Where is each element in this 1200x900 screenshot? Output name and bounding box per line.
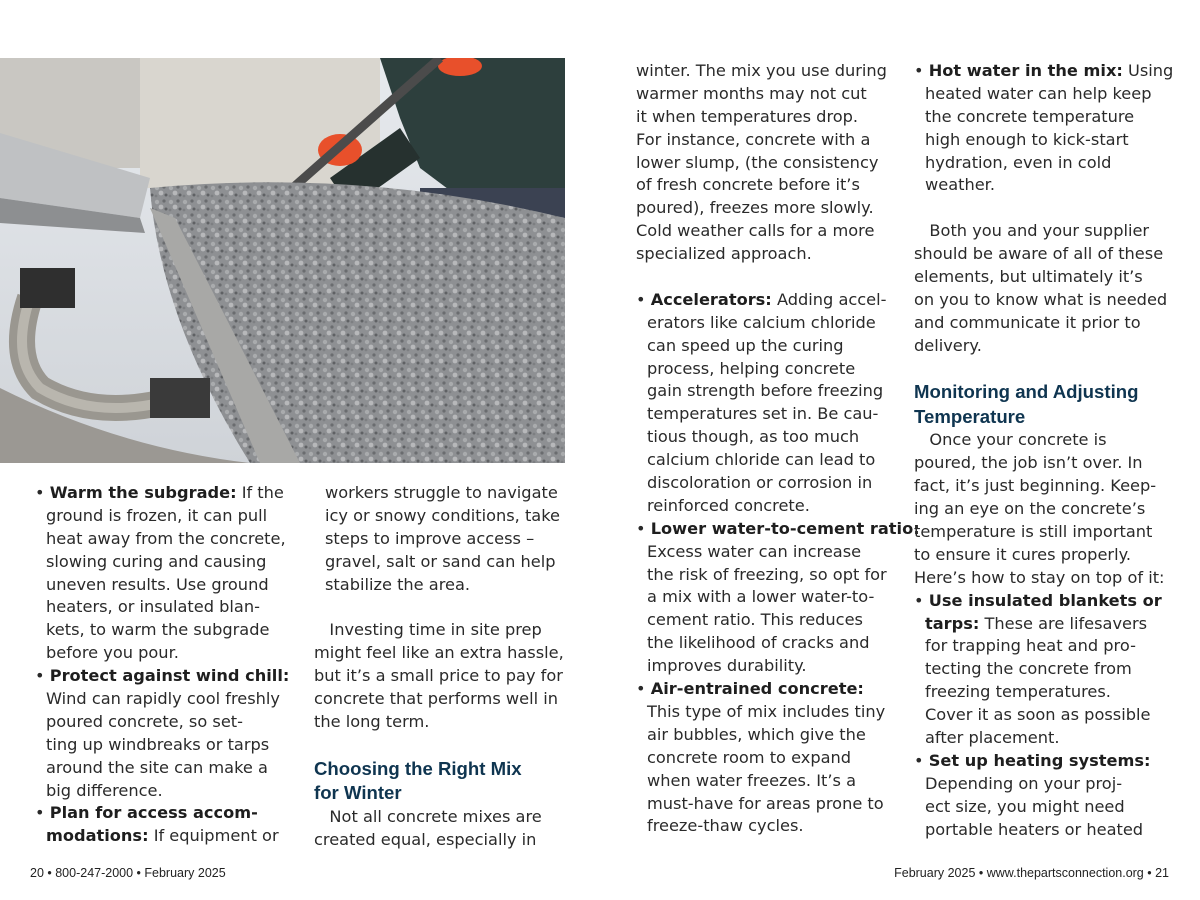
body-line: ing an eye on the concrete’s [914, 499, 1146, 519]
bullet-continuation-line [35, 825, 289, 848]
bullet-continuation-line: process, helping concrete [647, 358, 856, 378]
body-line: might feel like an extra hassle, [314, 643, 564, 663]
section-heading: Monitoring and Adjusting [914, 381, 1139, 403]
bullet-continuation-line: This type of mix includes tiny [647, 701, 886, 721]
bullet-lead: tarps: [925, 613, 980, 633]
bullet-dot-icon: • [636, 518, 651, 538]
column-2 [314, 482, 564, 851]
bullet-continuation-line: slowing curing and causing [46, 551, 267, 571]
bullet-continuation-line: heat away from the concrete, [46, 528, 286, 548]
bullet-continuation-line: tecting the concrete from [925, 659, 1132, 679]
bullet-continuation-line: portable heaters or heated [925, 819, 1144, 839]
bullet-lead: Air-entrained concrete: [650, 679, 864, 699]
body-line: elements, but ultimately it’s [914, 267, 1143, 287]
paragraph-gap [914, 197, 1173, 220]
bullet-lead: Use insulated blankets or [928, 590, 1162, 610]
bullet-text: These are lifesavers [979, 613, 1148, 633]
footer-right: February 2025 • www.thepartsconnection.org • 21 [894, 866, 1169, 880]
bullet-continuation-line: improves durability. [647, 656, 807, 676]
bullet-continuation-line: calcium chloride can lead to [647, 450, 876, 470]
bullet-continuation-line: gain strength before freezing [647, 381, 884, 401]
paragraph-gap [636, 266, 920, 289]
body-line: the long term. [314, 711, 430, 731]
bullet-dot-icon: • [35, 483, 50, 502]
body-line: Not all concrete mixes are [314, 806, 542, 826]
body-line: For instance, concrete with a [636, 129, 871, 149]
bullet-continuation-line: weather. [925, 175, 995, 195]
body-line: Here’s how to stay on top of it: [914, 567, 1165, 587]
bullet-item-line [914, 60, 1173, 83]
body-line: created equal, especially in [314, 829, 537, 849]
body-line: poured, the job isn’t over. In [914, 453, 1143, 473]
bullet-continuation-line: concrete room to expand [647, 747, 852, 767]
bullet-continuation-line: ect size, you might need [925, 796, 1125, 816]
bullet-continuation-line: discoloration or corrosion in [647, 473, 873, 493]
bullet-dot-icon: • [636, 679, 651, 699]
bullet-continuation-line: air bubbles, which give the [647, 724, 866, 744]
bullet-item-line [35, 665, 289, 688]
bullet-text: If the [236, 483, 284, 502]
bullet-continuation-line: freeze-thaw cycles. [647, 816, 804, 836]
bullet-continuation-line: Cover it as soon as possible [925, 705, 1151, 725]
bullet-item-line [636, 678, 920, 701]
bullet-lead: Plan for access accom- [49, 803, 258, 823]
column-4 [914, 60, 1173, 842]
bullet-continuation-line: poured concrete, so set- [46, 711, 244, 731]
body-line: concrete that performs well in [314, 689, 558, 709]
bullet-lead: Set up heating systems: [928, 750, 1151, 770]
bullet-continuation-line: big difference. [46, 780, 163, 800]
bullet-continuation-line: kets, to warm the subgrade [46, 620, 270, 640]
bullet-continuation-line: hydration, even in cold [925, 152, 1112, 172]
bullet-text: If equipment or [148, 826, 279, 846]
section-heading: for Winter [314, 782, 402, 804]
bullet-continuation-line: reinforced concrete. [647, 495, 810, 515]
bullet-continuation-line: icy or snowy conditions, take [325, 505, 560, 525]
bullet-continuation-line: freezing temperatures. [925, 682, 1111, 702]
bullet-dot-icon: • [914, 590, 929, 610]
bullet-continuation-line: around the site can make a [46, 757, 268, 777]
bullet-continuation-line: Wind can rapidly cool freshly [46, 689, 280, 709]
bullet-item-line [35, 802, 289, 825]
bullet-lead: Warm the subgrade: [49, 483, 237, 502]
bullet-continuation-line: the risk of freezing, so opt for [647, 564, 887, 584]
bullet-continuation-line: Excess water can increase [647, 541, 862, 561]
bullet-continuation-line: must-have for areas prone to [647, 793, 884, 813]
concrete-pour-photo [0, 58, 565, 463]
bullet-text: Adding accel- [771, 289, 887, 309]
bullet-item-line [914, 590, 1173, 613]
body-line: to ensure it cures properly. [914, 544, 1131, 564]
body-line: and communicate it prior to [914, 312, 1141, 332]
bullet-continuation-line: before you pour. [46, 643, 179, 663]
body-line: specialized approach. [636, 244, 812, 264]
bullet-continuation-line: ting up windbreaks or tarps [46, 734, 270, 754]
bullet-continuation-line: workers struggle to navigate [325, 483, 558, 502]
bullet-item-line [636, 289, 920, 312]
body-line: Investing time in site prep [314, 620, 542, 640]
column-1 [35, 482, 289, 848]
body-line: lower slump, (the consistency [636, 152, 879, 172]
body-line: temperature is still important [914, 522, 1153, 542]
body-line: on you to know what is needed [914, 289, 1168, 309]
body-line: but it’s a small price to pay for [314, 666, 563, 686]
bullet-continuation-line: the concrete temperature [925, 106, 1135, 126]
section-heading: Choosing the Right Mix [314, 757, 522, 779]
bullet-continuation-line: Depending on your proj- [925, 773, 1123, 793]
bullet-continuation-line: temperatures set in. Be cau- [647, 404, 879, 424]
bullet-continuation-line [914, 613, 1173, 636]
bullet-continuation-line: heated water can help keep [925, 83, 1152, 103]
bullet-item-line [636, 518, 920, 541]
bullet-continuation-line: a mix with a lower water-to- [647, 587, 875, 607]
bullet-continuation-line: uneven results. Use ground [46, 574, 269, 594]
body-line: Cold weather calls for a more [636, 221, 875, 241]
bullet-continuation-line: heaters, or insulated blan- [46, 597, 260, 617]
paragraph-gap [314, 596, 564, 619]
bullet-continuation-line: tious though, as too much [647, 427, 860, 447]
bullet-continuation-line: erators like calcium chloride [647, 312, 876, 332]
footer-left: 20 • 800-247-2000 • February 2025 [30, 866, 226, 880]
bullet-continuation-line: cement ratio. This reduces [647, 610, 863, 630]
paragraph-gap [914, 358, 1173, 381]
bullet-continuation-line: gravel, salt or sand can help [325, 551, 556, 571]
column-3 [636, 60, 920, 838]
bullet-continuation-line: ground is frozen, it can pull [46, 505, 268, 525]
paragraph-gap [314, 734, 564, 757]
bullet-item-line [914, 750, 1173, 773]
body-line: fact, it’s just beginning. Keep- [914, 476, 1157, 496]
body-line: should be aware of all of these [914, 244, 1164, 264]
bullet-continuation-line: can speed up the curing [647, 335, 844, 355]
body-line: Both you and your supplier [914, 221, 1150, 241]
bullet-continuation-line: steps to improve access – [325, 528, 535, 548]
bullet-continuation-line: the likelihood of cracks and [647, 633, 870, 653]
bullet-lead: modations: [46, 826, 149, 846]
body-line: warmer months may not cut [636, 83, 867, 103]
bullet-continuation-line: for trapping heat and pro- [925, 636, 1136, 656]
section-heading: Temperature [914, 405, 1026, 427]
bullet-dot-icon: • [636, 289, 651, 309]
bullet-lead: Accelerators: [650, 289, 772, 309]
body-line: of fresh concrete before it’s [636, 175, 860, 195]
bullet-continuation-line: stabilize the area. [325, 574, 471, 594]
body-line: Once your concrete is [914, 430, 1107, 450]
bullet-item-line [35, 482, 289, 505]
bullet-lead: Hot water in the mix: [928, 61, 1123, 80]
bullet-dot-icon: • [914, 61, 929, 80]
body-line: winter. The mix you use during [636, 61, 887, 80]
bullet-dot-icon: • [35, 666, 50, 686]
bullet-text: Using [1122, 61, 1174, 80]
bullet-dot-icon: • [35, 803, 50, 823]
bullet-lead: Protect against wind chill: [49, 666, 290, 686]
bullet-continuation-line: high enough to kick-start [925, 129, 1129, 149]
body-line: poured), freezes more slowly. [636, 198, 874, 218]
body-line: it when temperatures drop. [636, 106, 859, 126]
body-line: delivery. [914, 335, 982, 355]
bullet-continuation-line: when water freezes. It’s a [647, 770, 856, 790]
bullet-lead: Lower water-to-cement ratio: [650, 518, 920, 538]
bullet-dot-icon: • [914, 750, 929, 770]
bullet-continuation-line: after placement. [925, 728, 1060, 748]
